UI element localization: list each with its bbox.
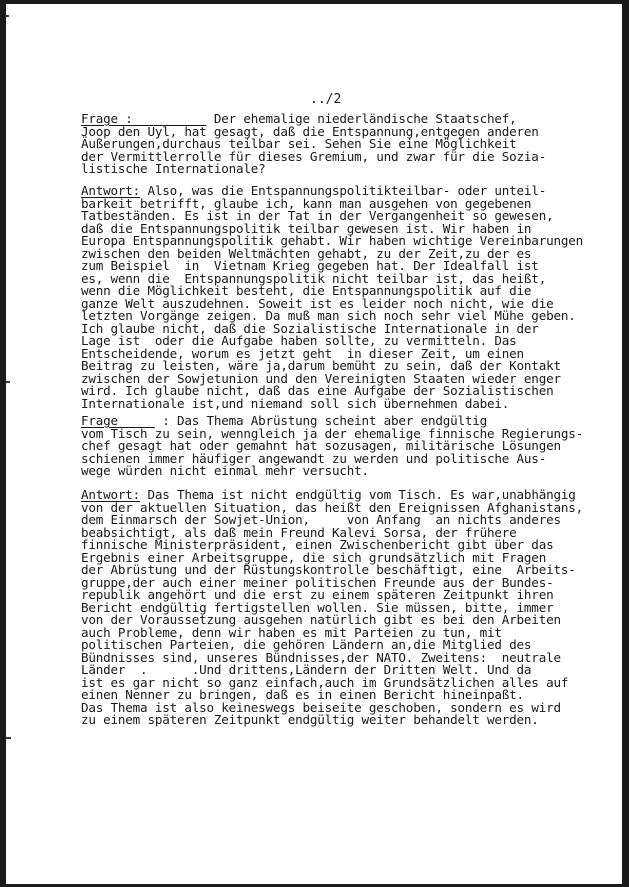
page-number: ../2 [310, 92, 342, 107]
line-text: : Das Thema Abrüstung scheint aber endgültig [154, 413, 488, 428]
text-line: Lage ist oder die Aufgabe haben sollte, zu vermitteln. Das [81, 333, 517, 348]
text-line: zwischen der Sowjetunion und den Vereinigten Staaten wieder enger [81, 370, 561, 386]
text-line: daß die Entspannungspolitik teilbar gewesen ist. Wir haben in [81, 220, 532, 236]
text-line: Länder . .Und drittens,Ländern der Dritten Welt. Und da [81, 662, 532, 677]
answer-block-2 [81, 489, 601, 727]
text-line: von der aktuellen Situation, das heißt den Ereignissen Afghanistans, [81, 499, 583, 515]
text-line: politischen Parteien, die gehören Ländern an,die Mitglied des [81, 637, 532, 652]
text-line: zum Beispiel in Vietnam Krieg gegeben hat. Der Idealfall ist [81, 258, 539, 273]
text-line: Tatbeständen. Es ist in der Tat in der Vergangenheit so gewesen, [81, 208, 554, 223]
text-line: vom Tisch zu sein, wenngleich ja der ehemalige finnische Regierungs- [81, 425, 583, 441]
text-line: der Vermittlerrolle für dieses Gremium, und zwar für die Sozia- [81, 148, 547, 164]
text-line: finnische Ministerpräsident, einen Zwischenbericht gibt über das [81, 537, 554, 552]
text-line: gruppe,der auch einer meiner politischen Freunde aus der Bundes- [81, 574, 554, 590]
margin-mark-top [6, 15, 9, 17]
text-line: wird. Ich glaube nicht, daß das eine Aufgabe der Sozialistischen [81, 383, 554, 398]
text-line: zu einem späteren Zeitpunkt endgültig weiter behandelt werden. [81, 712, 539, 727]
speaker-label: Antwort: [81, 183, 141, 198]
text-line: Internationale ist,und niemand soll sich übernehmen dabei. [81, 395, 510, 411]
text-line: letzten Vorgänge zeigen. Da muß man sich noch sehr viel Mühe geben. [81, 308, 576, 323]
text-line: von der Voraussetzung ausgehen natürlich gibt es bei den Arbeiten [81, 612, 561, 627]
text-line: auch Probleme, denn wir haben es mit Parteien zu tun, mit [81, 624, 502, 640]
text-line: wenn die Möglichkeit besteht, die Entspannungspolitik auf die [81, 283, 532, 298]
text-line: Äußerungen,durchaus teilbar sei. Sehen Sie eine Möglichkeit [81, 136, 517, 151]
speaker-label: Frage [81, 413, 155, 428]
speaker-label: Frage : [81, 111, 207, 126]
text-line: Beitrag zu leisten, wäre ja,darum bemüht zu sein, daß der Kontakt [81, 358, 561, 373]
text-line: Das Thema ist also keineswegs beiseite geschoben, sondern es wird [81, 699, 561, 715]
question-block-1 [81, 113, 601, 176]
text-line: einen Nenner zu bringen, daß es in einen Bericht hineinpaßt. [81, 687, 524, 702]
margin-mark-middle [6, 381, 10, 383]
text-line: wege würden nicht einmal mehr versucht. [81, 463, 369, 478]
text-line: Ergebnis einer Arbeitsgruppe, die sich grundsätzlich mit Fragen [81, 549, 547, 565]
text-line: Bündnisses sind, unseres Bündnisses,der NATO. Zweitens: neutrale [81, 649, 561, 665]
margin-mark-lower [6, 737, 11, 739]
text-line: schienen immer häufiger angewandt zu werden und politische Aus- [81, 450, 547, 466]
text-line: listische Internationale? [81, 161, 266, 176]
speaker-label: Antwort: [81, 487, 141, 502]
text-line: barkeit betrifft, glaube ich, kann man ausgehen von gegebenen [81, 195, 532, 211]
text-line: Ich glaube nicht, daß die Sozialistische Internationale in der [81, 320, 539, 336]
answer-block-1 [81, 185, 601, 410]
text-line: Bericht endgültig fertigstellen wollen. Sie müssen, bitte, immer [81, 599, 554, 615]
text-line: es, wenn die Entspannungspolitik nicht teilbar ist, das heißt, [81, 270, 547, 286]
text-line: ist es gar nicht so ganz einfach,auch im Grundsätzlichen alles auf [81, 674, 569, 690]
question-block-2 [81, 415, 601, 478]
line-text: Das Thema ist nicht endgültig vom Tisch. Es war,unabhängig [140, 487, 576, 502]
text-line: dem Einmarsch der Sowjet-Union, von Anfang an nichts anderes [81, 512, 561, 527]
text-line: Entscheidende, worum es jetzt geht in dieser Zeit, um einen [81, 345, 524, 361]
text-line: Joop den Uyl, hat gesagt, daß die Entspannung,entgegen anderen [81, 123, 539, 139]
line-text: Also, was die Entspannungspolitikteilbar- oder unteil- [140, 183, 547, 198]
text-line: beabsichtigt, als daß mein Freund Kalevi Sorsa, der frühere [81, 524, 517, 540]
line-text: Der ehemalige niederländische Staatschef, [206, 111, 517, 126]
text-line: zwischen den beiden Weltmächten gehabt, zu der Zeit,zu der es [81, 245, 532, 261]
text-line: republik angehört und die erst zu einem späteren Zeitpunkt ihren [81, 587, 554, 602]
text-line: chef gesagt hat oder gemahnt hat sozusagen, militärische Lösungen [81, 438, 561, 453]
text-line: ganze Welt auszudehnen. Soweit ist es leider noch nicht, wie die [81, 295, 554, 311]
text-line: Europa Entspannungspolitik gehabt. Wir haben wichtige Vereinbarungen [81, 233, 583, 248]
text-line: der Abrüstung und der Rüstungskontrolle beschäftigt, eine Arbeits- [81, 562, 576, 577]
